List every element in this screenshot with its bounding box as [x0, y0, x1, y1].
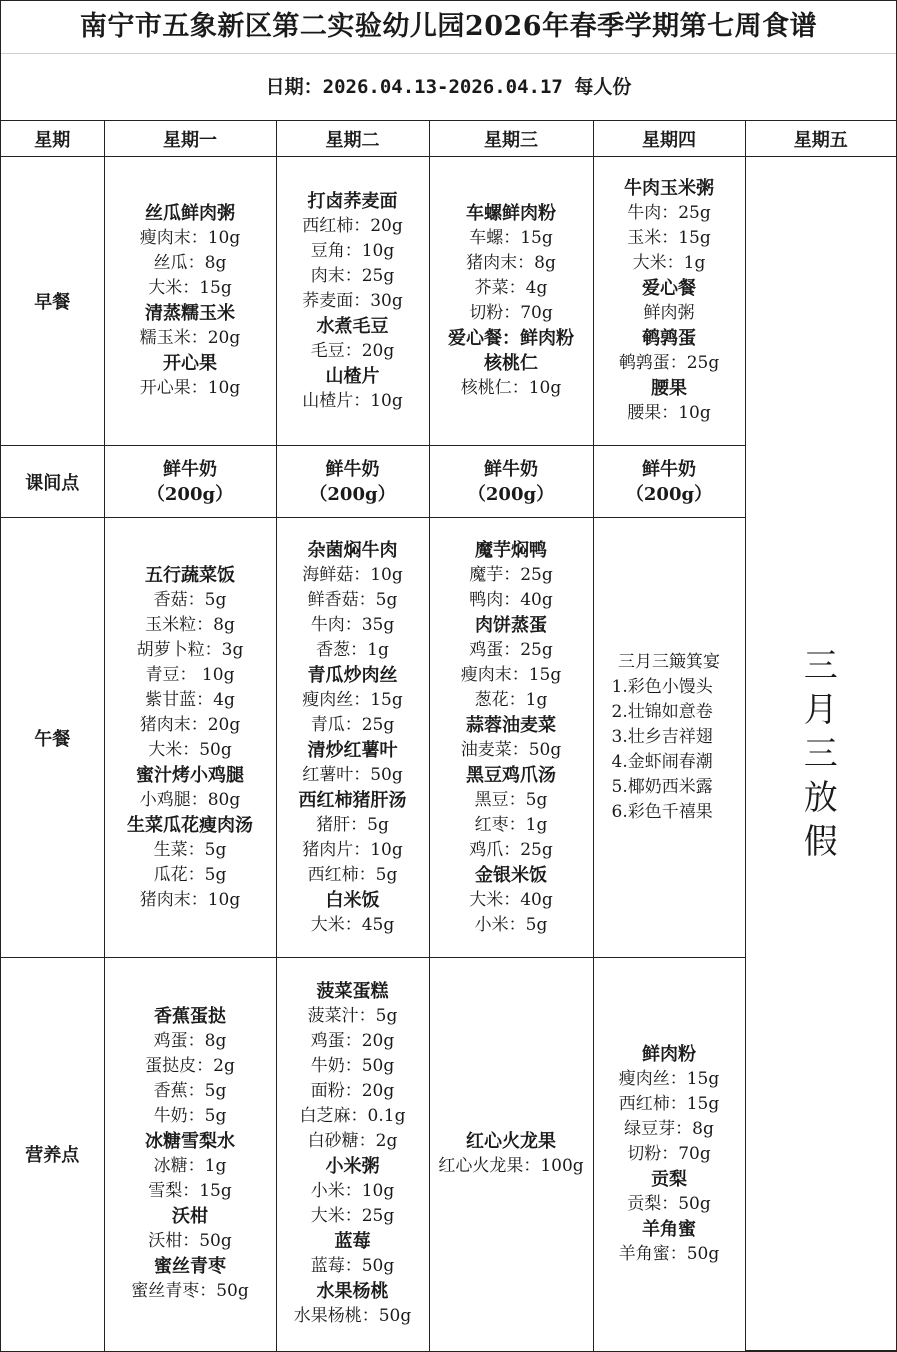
friday-holiday-cell [745, 157, 896, 1351]
ingredient-line: 冰糖：1g [153, 1156, 227, 1177]
header-cell-tuesday: 星期二 [276, 121, 429, 157]
ingredient-line: 葱花：1g [474, 689, 548, 710]
ingredient-line: 西红柿：20g [302, 215, 403, 236]
ingredient-line: 红心火龙果：100g [438, 1156, 584, 1177]
ingredient-line: 红枣：1g [474, 814, 548, 835]
dish-name: 西红柿猪肝汤 [298, 789, 407, 811]
ingredient-line: 鲜肉粥 [643, 303, 695, 323]
dish-name: 蜜丝青枣 [154, 1256, 226, 1278]
dish-name: 丝瓜鲜肉粥 [145, 203, 235, 224]
menu-list-item: 5.椰奶西米露 [611, 777, 713, 797]
dish-name: 蓝莓 [334, 1231, 371, 1253]
ingredient-line: 猪肉末：10g [139, 889, 241, 910]
breakfast-monday [104, 157, 276, 446]
ingredient-line: 蓝莓：50g [310, 1256, 395, 1277]
ingredient-line: 水果杨桃：50g [293, 1306, 412, 1327]
ingredient-line: 鸭肉：40g [469, 589, 553, 610]
dish-name: （200g） [146, 483, 234, 505]
ingredient-line: 小鸡腿：80g [139, 789, 241, 810]
dish-name: 金银米饭 [475, 864, 547, 886]
dish-name: （200g） [625, 483, 713, 505]
ingredient-line: 三月三簸箕宴 [618, 652, 720, 672]
ingredient-line: 小米：5g [474, 914, 548, 935]
ingredient-line: 鹌鹑蛋：25g [618, 353, 720, 373]
ingredient-line: 瘦肉丝：15g [618, 1068, 720, 1089]
dish-name: （200g） [467, 483, 555, 505]
ingredient-line: 黑豆：5g [474, 789, 548, 810]
page-title: 南宁市五象新区第二实验幼儿园2026年春季学期第七周食谱 [1, 1, 896, 54]
dish-name: 清蒸糯玉米 [145, 303, 235, 324]
dish-name: 鲜牛奶 [642, 458, 696, 480]
ingredient-line: 青豆： 10g [145, 664, 235, 685]
ingredient-line: 紫甘蓝：4g [145, 689, 235, 710]
ingredient-line: 毛豆：20g [310, 340, 395, 361]
holiday-char: 放 [803, 777, 838, 818]
ingredient-line: 鲜香菇：5g [307, 589, 398, 610]
ingredient-line: 猪肉末：8g [466, 253, 556, 273]
menu-list-item: 2.壮锦如意卷 [611, 702, 713, 722]
snack-tuesday [276, 446, 429, 518]
ingredient-line: 羊角蜜：50g [618, 1243, 720, 1264]
dish-name: 肉饼蒸蛋 [475, 614, 547, 636]
dish-name: 沃柑 [172, 1206, 208, 1228]
dish-name: 牛肉玉米粥 [624, 178, 714, 199]
menu-list-item: 1.彩色小馒头 [611, 677, 713, 697]
dish-name: 贡梨 [651, 1168, 687, 1190]
ingredient-line: 白砂糖：2g [307, 1131, 398, 1152]
row-label-nutrition: 营养点 [1, 958, 104, 1351]
ingredient-line: 香菇：5g [153, 589, 227, 610]
ingredient-line: 猪肉末：20g [139, 714, 241, 735]
lunch-thursday [593, 518, 745, 958]
lunch-monday [104, 518, 276, 958]
ingredient-line: 菠菜汁：5g [307, 1006, 398, 1027]
menu-list-item: 6.彩色千禧果 [611, 802, 713, 822]
dish-name: 开心果 [163, 353, 217, 374]
ingredient-line: 小米：10g [310, 1181, 395, 1202]
dish-name: 羊角蜜 [642, 1218, 696, 1240]
row-label-lunch: 午餐 [1, 518, 104, 958]
ingredient-line: 生菜：5g [153, 839, 227, 860]
ingredient-line: 牛肉：25g [627, 203, 711, 223]
ingredient-line: 蜜丝青枣：50g [131, 1281, 249, 1302]
holiday-char: 三 [803, 645, 838, 686]
ingredient-line: 豆角：10g [310, 240, 395, 261]
ingredient-line: 玉米：15g [627, 228, 711, 248]
dish-name: 小米粥 [325, 1156, 380, 1178]
dish-name: 打卤荞麦面 [307, 190, 398, 212]
ingredient-line: 牛奶：5g [153, 1106, 227, 1127]
snack-thursday [593, 446, 745, 518]
holiday-char: 月 [803, 689, 838, 730]
ingredient-line: 芥菜：4g [474, 278, 548, 298]
ingredient-line: 沃柑：50g [148, 1231, 232, 1252]
ingredient-line: 核桃仁：10g [460, 378, 562, 398]
breakfast-tuesday [276, 157, 429, 446]
breakfast-row [1, 157, 896, 446]
dish-name: 白米饭 [325, 889, 380, 911]
ingredient-line: 瘦肉末：15g [460, 664, 562, 685]
dish-name: 红心火龙果 [466, 1131, 556, 1153]
nutrition-wednesday [429, 958, 593, 1351]
dish-name: 蒜蓉油麦菜 [466, 714, 556, 736]
dish-name: 车螺鲜肉粉 [466, 203, 556, 224]
ingredient-line: 玉米粒：8g [145, 614, 235, 635]
header-row [1, 121, 896, 157]
dish-name: 清炒红薯叶 [307, 739, 398, 761]
ingredient-line: 开心果：10g [139, 378, 241, 398]
ingredient-line: 牛奶：50g [310, 1056, 395, 1077]
ingredient-line: 丝瓜：8g [153, 253, 227, 273]
ingredient-line: 白芝麻：0.1g [299, 1106, 406, 1127]
ingredient-line: 魔芋：25g [469, 564, 553, 585]
dish-name: 爱心餐 [642, 278, 696, 299]
date-line: 日期：2026.04.13-2026.04.17 每人份 [1, 54, 896, 121]
ingredient-line: 蛋挞皮：2g [145, 1056, 235, 1077]
lunch-wednesday [429, 518, 593, 958]
ingredient-line: 大米：25g [310, 1206, 395, 1227]
nutrition-thursday [593, 958, 745, 1351]
ingredient-line: 猪肝：5g [316, 814, 389, 835]
row-label-snack: 课间点 [1, 446, 104, 518]
holiday-char: 三 [803, 733, 838, 774]
header-cell-friday: 星期五 [745, 121, 896, 157]
ingredient-line: 大米：45g [310, 914, 395, 935]
dish-name: 生菜瓜花瘦肉汤 [127, 814, 253, 836]
ingredient-line: 鸡蛋：25g [469, 639, 553, 660]
breakfast-thursday [593, 157, 745, 446]
dish-name: 水煮毛豆 [316, 315, 389, 337]
dish-name: 冰糖雪梨水 [145, 1131, 235, 1153]
menu-list-item: 3.壮乡吉祥翅 [611, 727, 713, 747]
dish-name: 鲜肉粉 [642, 1043, 696, 1065]
ingredient-line: 青瓜：25g [310, 714, 395, 735]
ingredient-line: 大米：1g [632, 253, 706, 273]
ingredient-line: 鸡蛋：20g [310, 1031, 395, 1052]
ingredient-line: 绿豆芽：8g [624, 1118, 714, 1139]
holiday-char: 假 [803, 821, 838, 862]
ingredient-line: 瘦肉末：10g [139, 228, 241, 248]
header-cell-monday: 星期一 [104, 121, 276, 157]
dish-name: （200g） [309, 483, 396, 505]
dish-name: 腰果 [651, 378, 687, 399]
snack-monday [104, 446, 276, 518]
row-label-breakfast: 早餐 [1, 157, 104, 446]
ingredient-line: 腰果：10g [627, 403, 711, 423]
ingredient-line: 山楂片：10g [302, 390, 403, 411]
snack-wednesday [429, 446, 593, 518]
ingredient-line: 荞麦面：30g [302, 290, 403, 311]
dish-name: 五行蔬菜饭 [145, 564, 235, 586]
dish-name: 水果杨桃 [316, 1281, 389, 1303]
dish-name: 香蕉蛋挞 [154, 1006, 226, 1028]
ingredient-line: 油麦菜：50g [460, 739, 562, 760]
dish-name: 菠菜蛋糕 [316, 981, 389, 1003]
ingredient-line: 胡萝卜粒：3g [136, 639, 244, 660]
nutrition-tuesday [276, 958, 429, 1351]
menu-table [1, 121, 896, 1351]
ingredient-line: 红薯叶：50g [302, 764, 403, 785]
dish-name: 黑豆鸡爪汤 [466, 764, 556, 786]
dish-name: 青瓜炒肉丝 [307, 664, 398, 686]
menu-list-item: 4.金虾闹春潮 [611, 752, 713, 772]
ingredient-line: 面粉：20g [310, 1081, 395, 1102]
ingredient-line: 肉末：25g [310, 265, 395, 286]
ingredient-line: 大米：50g [148, 739, 232, 760]
dish-name: 魔芋焖鸭 [475, 539, 547, 561]
header-cell-thursday: 星期四 [593, 121, 745, 157]
ingredient-line: 鸡爪：25g [469, 839, 553, 860]
ingredient-line: 雪梨：15g [148, 1181, 232, 1202]
nutrition-monday [104, 958, 276, 1351]
ingredient-line: 西红柿：5g [307, 864, 398, 885]
ingredient-line: 西红柿：15g [618, 1093, 720, 1114]
ingredient-line: 瓜花：5g [153, 864, 227, 885]
dish-name: 蜜汁烤小鸡腿 [136, 764, 244, 786]
ingredient-line: 瘦肉丝：15g [302, 689, 403, 710]
ingredient-line: 海鲜菇：10g [302, 564, 403, 585]
dish-name: 爱心餐：鲜肉粉 [448, 328, 574, 349]
dish-name: 鲜牛奶 [163, 458, 217, 480]
dish-name: 鲜牛奶 [484, 458, 538, 480]
ingredient-line: 切粉：70g [469, 303, 553, 323]
ingredient-line: 切粉：70g [627, 1143, 711, 1164]
ingredient-line: 车螺：15g [469, 228, 553, 248]
ingredient-line: 糯玉米：20g [139, 328, 241, 348]
ingredient-line: 鸡蛋：8g [153, 1031, 227, 1052]
dish-name: 山楂片 [325, 365, 380, 387]
breakfast-wednesday [429, 157, 593, 446]
dish-name: 杂菌焖牛肉 [307, 539, 398, 561]
header-cell-wednesday: 星期三 [429, 121, 593, 157]
dish-name: 鹌鹑蛋 [642, 328, 696, 349]
header-cell-weekday: 星期 [1, 121, 104, 157]
ingredient-line: 贡梨：50g [627, 1193, 711, 1214]
dish-name: 鲜牛奶 [325, 458, 380, 480]
lunch-tuesday [276, 518, 429, 958]
dish-name: 核桃仁 [484, 353, 538, 374]
ingredient-line: 牛肉：35g [310, 614, 395, 635]
ingredient-line: 香蕉：5g [153, 1081, 227, 1102]
ingredient-line: 大米：40g [469, 889, 553, 910]
ingredient-line: 猪肉片：10g [302, 839, 403, 860]
ingredient-line: 大米：15g [148, 278, 232, 298]
ingredient-line: 香葱：1g [316, 639, 389, 660]
